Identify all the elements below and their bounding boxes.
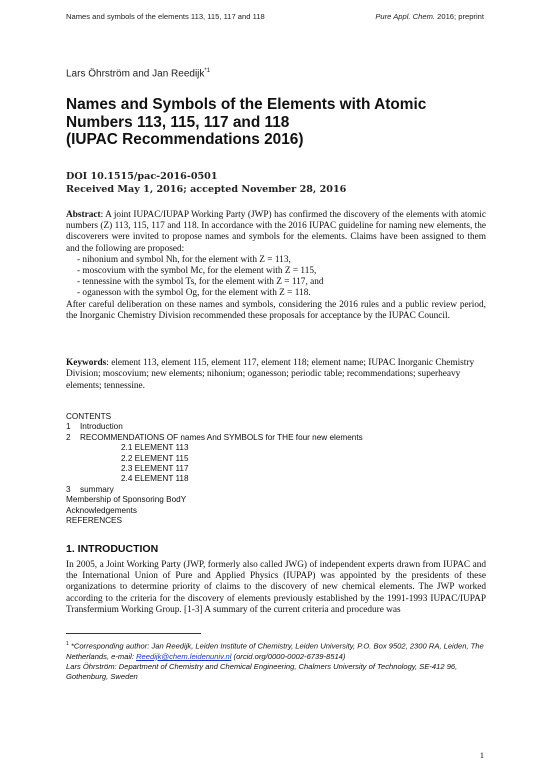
contents-text: Membership of Sponsoring BodY	[66, 495, 187, 505]
footnote-divider	[66, 633, 201, 634]
contents-text: Introduction	[80, 422, 123, 432]
keywords-text: : element 113, element 115, element 117, element 118; element name; IUPAC Inorganic Chemistry Division; moscovium; new elements; nihonium; oganesson; periodic table; recommendations; superheavy elements; tennessine.	[66, 358, 475, 391]
abstract-item: - nihonium and symbol Nh, for the element with Z = 113,	[77, 254, 291, 265]
abstract-item: - tennessine with the symbol Ts, for the element with Z = 117, and	[77, 277, 324, 288]
author-footnote-marker: *1	[204, 68, 211, 74]
received-line: Received May 1, 2016; accepted November 28, 2016	[66, 184, 347, 195]
page-number: 1	[479, 750, 484, 760]
footnote-affiliation: Lars Öhrström: Department of Chemistry and Chemical Engineering, Chalmers University of Technology, SE-412 96, Gothenburg, Sweden	[66, 661, 458, 682]
contents-row	[66, 485, 486, 495]
abstract-item: - oganesson with the symbol Og, for the element with Z = 118.	[77, 288, 311, 299]
contents-text: 2.4 ELEMENT 118	[121, 474, 189, 484]
running-header-journal	[375, 12, 484, 21]
footnote-marker: 1	[66, 641, 69, 647]
running-header-title: Names and symbols of the elements 113, 115, 117 and 118	[66, 12, 265, 21]
title-line-2: Numbers 113, 115, 117 and 118	[66, 113, 290, 131]
contents-row	[66, 464, 486, 474]
contents-number: 2	[66, 432, 71, 442]
contents-row	[66, 474, 486, 484]
abstract-label: Abstract	[66, 210, 101, 220]
contents-text: REFERENCES	[66, 516, 122, 526]
journal-name: Pure Appl. Chem.	[375, 12, 436, 21]
doi-line: DOI 10.1515/pac-2016-0501	[66, 171, 218, 182]
author-names: Lars Öhrström and Jan Reedijk	[66, 68, 205, 80]
footnote-orcid: (orcid.org/0000-0002-6739-8514)	[231, 651, 346, 661]
section-heading-introduction: 1. INTRODUCTION	[66, 543, 159, 555]
paper-title	[66, 96, 486, 149]
abstract-intro: : A joint IUPAC/IUPAP Working Party (JWP) has confirmed the discovery of the elements with atomic numbers (Z) 113, 115, 117 and 118. In accordance with the 2016 IUPAC guideline for naming new elements, the discoverers were invited to propose names and symbols for the elements. Claims have been assigned to them and the following are proposed:	[66, 210, 486, 254]
contents-text: Acknowledgements	[66, 505, 137, 515]
email-link[interactable]: Reedijk@chem.leidenuniv.nl	[136, 651, 232, 661]
footnote	[66, 639, 486, 682]
contents-row	[66, 422, 486, 432]
abstract-closing: After careful deliberation on these names and symbols, considering the 2016 rules and a public review period, the Inorganic Chemistry Division recommended these proposals for acceptance by the IUPAC Council.	[66, 299, 486, 321]
contents-text: 2.3 ELEMENT 117	[121, 464, 189, 474]
contents-row	[66, 443, 486, 453]
title-line-1: Names and Symbols of the Elements with Atomic	[66, 96, 427, 113]
contents-text: summary	[80, 484, 114, 494]
contents-row	[66, 516, 486, 526]
journal-year: 2016; preprint	[435, 12, 484, 21]
contents-text: 2.1 ELEMENT 113	[121, 443, 189, 453]
contents-text: RECOMMENDATIONS OF names And SYMBOLS for THE four new elements	[80, 432, 363, 442]
contents-number: 3	[66, 484, 71, 494]
author-line	[66, 68, 210, 79]
contents-row	[66, 506, 486, 516]
table-of-contents	[66, 412, 486, 526]
contents-number: 1	[66, 422, 71, 432]
contents-row	[66, 495, 486, 505]
doi-block	[66, 170, 346, 196]
introduction-paragraph: In 2005, a Joint Working Party (JWP, formerly also called JWG) of independent experts drawn from IUPAC and the International Union of Pure and Applied Physics (IUPAP) was appointed by the presidents of these organizations to determine priority of claims to the discovery of new chemical elements. The JWP worked according to the criteria for the discovery of elements previously established by the 1991-1993 IUPAC/IUPAP Transfermium Working Group. [1-3] A summary of the current criteria and procedure was	[66, 560, 486, 615]
contents-heading: CONTENTS	[66, 412, 112, 421]
abstract-item: - moscovium with the symbol Mc, for the element with Z = 115,	[77, 266, 317, 277]
footnote-text: *Corresponding author: Jan Reedijk, Leiden Institute of Chemistry, Leiden University, P.O. Box 9502, 2300 RA, Leiden, The Netherlands, e-mail:	[66, 641, 484, 661]
title-line-3: (IUPAC Recommendations 2016)	[66, 131, 304, 148]
keywords	[66, 358, 486, 392]
keywords-label: Keywords	[66, 358, 107, 368]
contents-row	[66, 433, 486, 443]
abstract	[66, 210, 486, 322]
contents-text: 2.2 ELEMENT 115	[121, 453, 189, 463]
contents-row	[66, 454, 486, 464]
